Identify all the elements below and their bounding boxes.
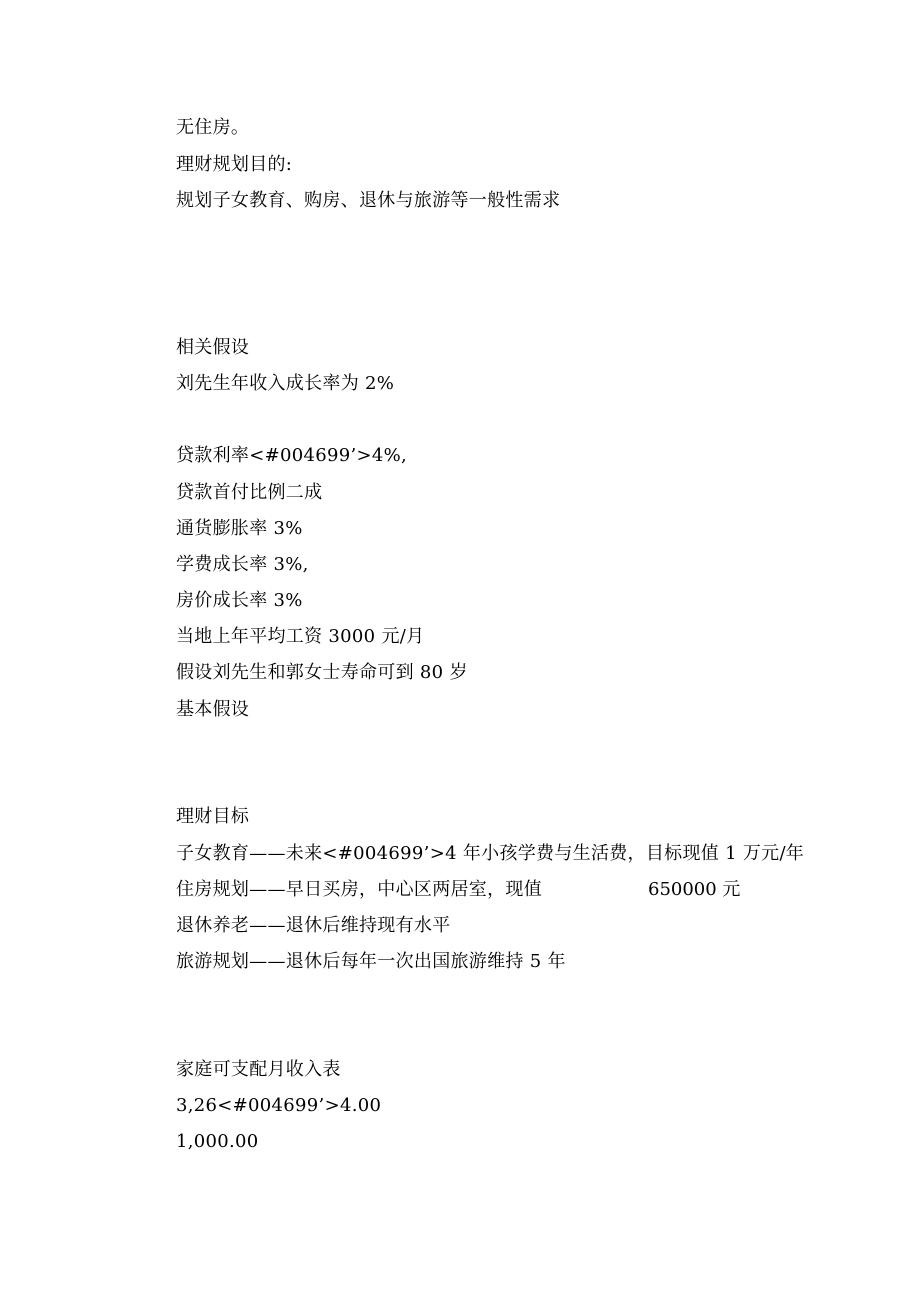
text-goal-retirement: 退休养老——退休后维持现有水平	[176, 915, 451, 936]
text-tuition-growth: 学费成长率 3%,	[176, 554, 309, 575]
text-goal-travel: 旅游规划——退休后每年一次出国旅游维持 5 年	[176, 951, 566, 972]
text-life-expectancy: 假设刘先生和郭女士寿命可到 80 岁	[176, 662, 468, 683]
text-housing-price-growth: 房价成长率 3%	[176, 590, 303, 611]
text-down-payment: 贷款首付比例二成	[176, 482, 323, 503]
text-goal-housing: 住房规划——早日买房，中心区两居室，现值	[176, 879, 542, 900]
text-planning-purpose-heading: 理财规划目的:	[176, 154, 293, 175]
text-average-wage: 当地上年平均工资 3000 元/月	[176, 626, 425, 647]
text-loan-rate: 贷款利率<#004699’>4%,	[176, 445, 408, 466]
text-no-housing: 无住房。	[176, 117, 250, 138]
heading-financial-goals: 理财目标	[176, 806, 250, 827]
heading-monthly-income-table: 家庭可支配月收入表	[176, 1059, 341, 1080]
text-inflation-rate: 通货膨胀率 3%	[176, 518, 303, 539]
heading-basic-assumptions: 基本假设	[176, 699, 250, 720]
text-housing-value: 650000 元	[648, 879, 741, 900]
text-income-growth: 刘先生年收入成长率为 2%	[176, 373, 395, 394]
text-planning-purpose: 规划子女教育、购房、退休与旅游等一般性需求	[176, 190, 561, 211]
heading-related-assumptions: 相关假设	[176, 337, 250, 358]
text-income-value-2: 1,000.00	[176, 1131, 259, 1152]
text-goal-education: 子女教育——未来<#004699’>4 年小孩学费与生活费，目标现值 1 万元/年	[176, 843, 805, 864]
text-income-value-1: 3,26<#004699’>4.00	[176, 1095, 382, 1116]
